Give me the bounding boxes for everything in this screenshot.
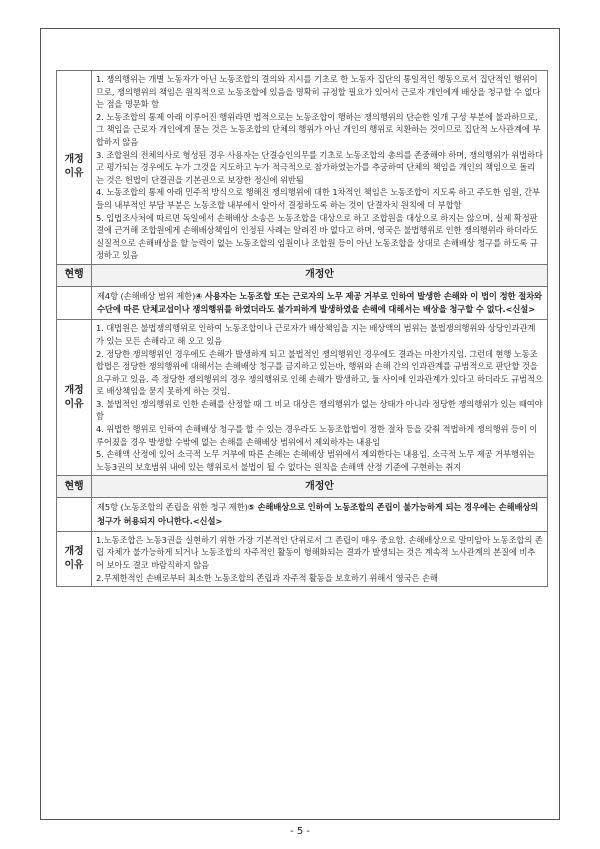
reason-label: 개정 이유 bbox=[57, 71, 92, 265]
reason-row bbox=[57, 531, 548, 586]
reason-item: 5. 손해액 산정에 있어 소극적 노무 거부에 따른 손해는 손해배상 범위에서 제외한다는 내용임. 소극적 노무 제공 거부행위는 노동3권의 보호범위 내에 있는 행위로서 불법이 될 수 없다는 원칙을 손해액 산정 기준에 구현하는 취지 bbox=[96, 449, 535, 472]
reason-row bbox=[57, 320, 548, 476]
reason-label: 개정 이유 bbox=[57, 531, 92, 586]
reason-item: 3. 조합원의 전체의사로 형성된 경우 사용자는 단결승인의무를 기초로 노동조합의 총의를 존중해야 하며, 쟁의행위가 위법하다고 평가되는 경우에도 누가 그것을 지도하고 누가 적극적으로 참가하였는가를 추궁하여 단체의 책임을 개인의 책임으로 돌리는 것은 헌법이 단결권을 기본권으로 보장한 정신에 위반됨 bbox=[96, 149, 543, 185]
header-row bbox=[57, 476, 548, 498]
reason-row bbox=[57, 71, 548, 265]
reason-cell bbox=[92, 320, 548, 476]
reason-item: 4. 노동조합의 통제 아래 민주적 방식으로 행해진 쟁의행위에 대한 1차적인 책임은 노동조합이 지도록 하고 주도한 임원, 간부들의 내부적인 부담 부분은 노동조합 내부에서 알아서 결정하도록 하는 것이 단결자치 원칙에 더 부합함 bbox=[96, 187, 540, 210]
reason-item: 2.무제한적인 손배로부터 최소한 노동조합의 존립과 자주적 활동을 보호하기 위해서 영국은 손해 bbox=[96, 572, 438, 583]
header-row bbox=[57, 264, 548, 286]
current-law-header: 현행 bbox=[57, 476, 92, 498]
current-law-cell bbox=[57, 498, 92, 531]
reason-cell bbox=[92, 531, 548, 586]
reason-item: 3. 불법적인 쟁의행위로 인한 손해를 산정할 때 그 비교 대상은 쟁의행위가 없는 상태가 아니라 정당한 쟁의행위가 있는 때여야 함 bbox=[96, 398, 543, 422]
proposal-cell bbox=[92, 498, 548, 531]
reason-item: 4. 위법한 행위로 인하여 손해배상 청구를 할 수 있는 경우라도 노동조합법이 정한 절차 등을 갖춰 적법하게 쟁의행위 등이 이루어졌을 경우 발생할 수밖에 없는 손해를 손해배상 범위에서 제외하자는 내용임 bbox=[96, 424, 538, 447]
current-law-cell bbox=[57, 286, 92, 319]
reason-item: 1.노동조합은 노동3권을 실현하기 위한 가장 기본적인 단위로서 그 존립이 매우 중요함. 손해배상으로 말미암아 노동조합의 존립 자체가 불가능하게 되거나 노동조합의 자주적인 활동이 형해화되는 결과가 발생되는 것은 계속적 노사관계의 본질에 비추어 보아도 결코 바람직하지 않음 bbox=[96, 534, 543, 571]
proposal-text: ④ 사용자는 노동조합 또는 근로자의 노무 제공 거부로 인하여 발생한 손해와 이 법이 정한 절차와 수단에 따른 단체교섭이나 쟁의행위를 하였더라도 불가피하게 발생하였을 손해에 대해서는 배상을 청구할 수 없다.<신설> bbox=[97, 290, 542, 315]
reason-item: 2. 정당한 쟁의행위인 경우에도 손해가 발생하게 되고 불법적인 쟁의행위인 경우에도 결과는 마찬가지임. 그런데 현행 노동조합법은 정당한 쟁의행위에 대해서는 손해배상 청구를 금지하고 있는바, 행위와 손해 간의 인과관계를 규범적으로 판단할 것을 요구하고 있음. 즉 정당한 쟁의행위의 경우 쟁의행위로 인해 손해가 발생하고, 둘 사이에 인과관계가 있다고 하더라도 규범적으로 배상책임을 묻지 못하게 하는 것임. bbox=[96, 348, 543, 397]
current-law-header: 현행 bbox=[57, 264, 92, 286]
proposal-row bbox=[57, 498, 548, 531]
page-number: - 5 - bbox=[290, 826, 310, 837]
amendment-table bbox=[56, 70, 548, 587]
proposal-row bbox=[57, 286, 548, 319]
reason-item: 2. 노동조합의 통제 아래 이루어진 행위라면 법적으로는 노동조합이 행하는 쟁의행위의 단순한 일개 구성 부분에 불과하므로, 그 책임을 근로자 개인에게 묻는 것은 노동조합의 단체의 행위가 아닌 개인의 행위로 치환하는 것이므로 집단적 노사관계에 부합하지 않음 bbox=[96, 111, 541, 147]
proposal-title: 제4항 (손해배상 범위 제한) bbox=[97, 290, 196, 301]
proposal-header: 개정안 bbox=[92, 264, 548, 286]
reason-item: 1. 대법원은 불법쟁의행위로 인하여 노동조합이나 근로자가 배상책임을 지는 배상액의 범위는 불법쟁의행위와 상당인과관계가 있는 모든 손해라고 해 오고 있음 bbox=[96, 323, 536, 346]
proposal-header: 개정안 bbox=[92, 476, 548, 498]
proposal-title: 제5항 (노동조합의 존립을 위한 청구 제한) bbox=[97, 502, 248, 513]
reason-cell bbox=[92, 71, 548, 265]
reason-item: 5. 입법조사처에 따르면 독일에서 손해배상 소송은 노동조합을 대상으로 하고 조합원을 대상으로 하지는 않으며, 실제 확정판결에 근거해 조합원에게 손해배상책임이 인정된 사례는 알려진 바 없다고 하며, 영국은 불법행위로 인한 쟁의행위라 하더라도 실질적으로 손해배상을 할 능력이 없는 노동조합의 임원이나 조합원 등이 아닌 노동조합을 상대로 손해배상 청구를 하도록 규정하고 있음 bbox=[96, 212, 538, 261]
reason-item: 1. 쟁의행위는 개별 노동자가 아닌 노동조합의 결의와 지시를 기초로 한 노동자 집단의 통일적인 행동으로서 집단적인 행위이므로, 쟁의행위의 책임은 원칙적으로 노동조합에 있음을 명확히 규정할 필요가 있어서 근로자 개인에게 배상을 청구할 수 없다는 점을 명문화 함 bbox=[96, 74, 541, 110]
proposal-cell bbox=[92, 286, 548, 319]
proposal-text: ⑤ 손해배상으로 인하여 노동조합의 존립이 불가능하게 되는 경우에는 손해배상의 청구가 허용되지 아니한다.<신설> bbox=[97, 502, 539, 526]
reason-label: 개정 이유 bbox=[57, 320, 92, 476]
